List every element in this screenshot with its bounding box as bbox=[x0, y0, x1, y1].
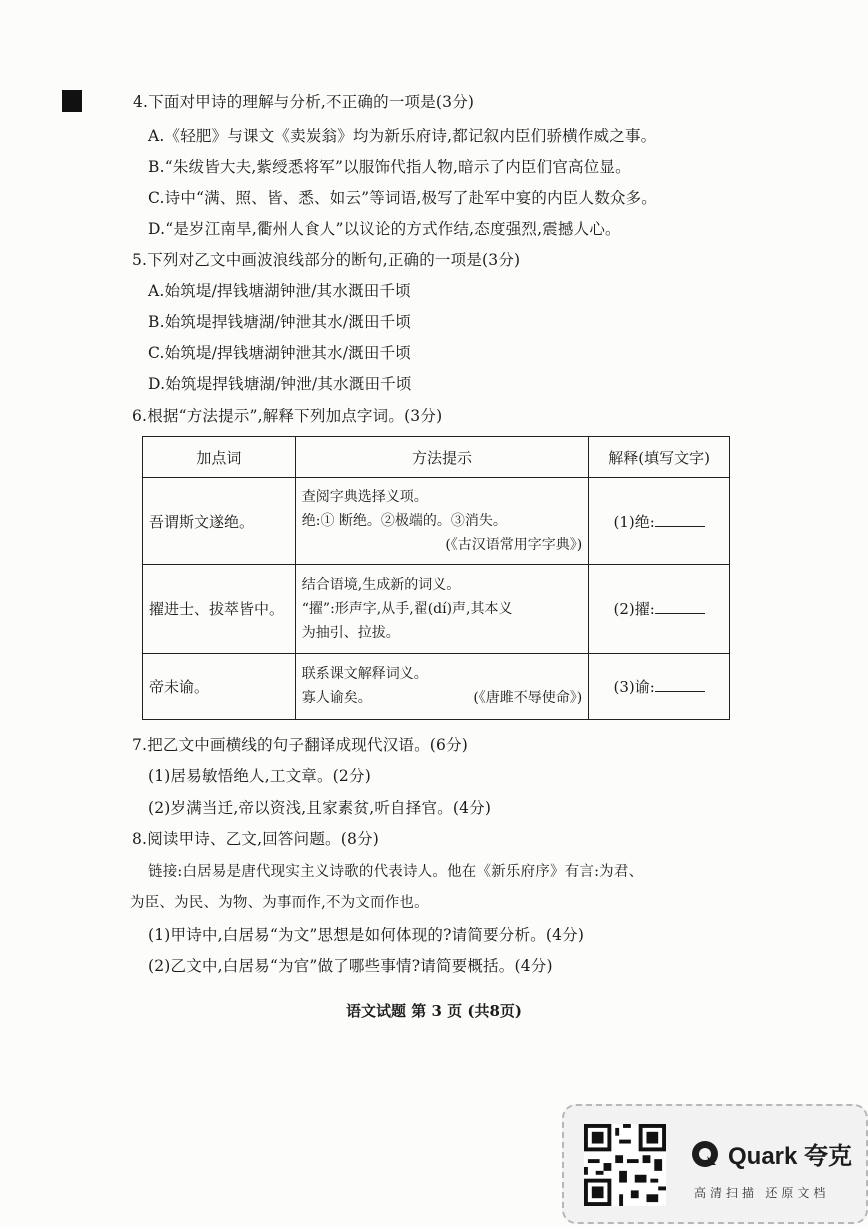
row2-tip-line: “擢”:形声字,从手,翟(dí)声,其本义 bbox=[301, 600, 513, 617]
row3-tip-line: 联系课文解释词义。 bbox=[301, 666, 428, 683]
q8-link-line-1: 链接:白居易是唐代现实主义诗歌的代表诗人。他在《新乐府序》有言:为君、 bbox=[148, 864, 644, 880]
table-row bbox=[143, 478, 730, 565]
header-explanation: 解释(填写文字) bbox=[589, 437, 730, 478]
row3-answer-blank[interactable] bbox=[655, 677, 705, 692]
row1-answer-label: (1)绝: bbox=[613, 512, 655, 531]
q8-stem: 8.阅读甲诗、乙文,回答问题。(8分) bbox=[132, 830, 379, 848]
scanner-watermark bbox=[562, 1104, 868, 1224]
q8-item-1: (1)甲诗中,白居易“为文”思想是如何体现的?请简要分析。(4分) bbox=[148, 926, 585, 944]
table-row bbox=[143, 653, 730, 719]
row2-answer-label: (2)擢: bbox=[613, 600, 655, 619]
row2-answer bbox=[589, 564, 730, 653]
quark-brand bbox=[690, 1136, 852, 1171]
row2-answer-blank[interactable] bbox=[655, 599, 705, 614]
corner-marker bbox=[62, 90, 82, 112]
row1-tip-source: (《古汉语常用字字典》) bbox=[445, 537, 583, 554]
row3-tips bbox=[295, 653, 589, 719]
header-method: 方法提示 bbox=[295, 437, 589, 478]
page-footer: 语文试题 第 3 页 (共8页) bbox=[346, 1002, 522, 1020]
row1-answer bbox=[589, 478, 730, 565]
q5-option-b: B.始筑堤捍钱塘湖/钟泄其水/溉田千顷 bbox=[148, 313, 412, 331]
row3-answer-label: (3)谕: bbox=[613, 677, 655, 696]
q5-option-d: D.始筑堤捍钱塘湖/钟泄/其水溉田千顷 bbox=[148, 375, 412, 393]
row2-tips bbox=[295, 564, 589, 653]
scanner-slogan: 高清扫描 还原文档 bbox=[694, 1186, 830, 1200]
q8-item-2: (2)乙文中,白居易“为官”做了哪些事情?请简要概括。(4分) bbox=[148, 957, 553, 975]
table-row bbox=[143, 564, 730, 653]
row1-tip-line: 查阅字典选择义项。 bbox=[301, 489, 428, 506]
row3-answer bbox=[589, 653, 730, 719]
row3-tip-line bbox=[302, 686, 583, 710]
q5-option-a: A.始筑堤/捍钱塘湖钟泄/其水溉田千顷 bbox=[148, 282, 411, 300]
method-table bbox=[142, 436, 730, 720]
q5-option-c: C.始筑堤/捍钱塘湖钟泄其水/溉田千顷 bbox=[148, 344, 411, 362]
row2-word: 擢进士、拔萃皆中。 bbox=[143, 564, 296, 653]
header-word: 加点词 bbox=[143, 437, 296, 478]
q4-stem: 4.下面对甲诗的理解与分析,不正确的一项是(3分) bbox=[133, 93, 475, 111]
q7-item-2: (2)岁满当迁,帝以资浅,且家素贫,听自择官。(4分) bbox=[148, 799, 492, 817]
row1-answer-blank[interactable] bbox=[655, 512, 705, 527]
q4-option-c: C.诗中“满、照、皆、悉、如云”等词语,极写了赴军中宴的内臣人数众多。 bbox=[148, 189, 658, 207]
quark-logo-icon bbox=[690, 1139, 720, 1169]
quark-brand-text: Quark 夸克 bbox=[728, 1143, 853, 1170]
q4-option-b: B.“朱绂皆大夫,紫绶悉将军”以服饰代指人物,暗示了内臣们官高位显。 bbox=[148, 158, 631, 176]
q4-option-a: A.《轻肥》与课文《卖炭翁》均为新乐府诗,都记叙内臣们骄横作威之事。 bbox=[148, 127, 657, 145]
q4-option-d: D.“是岁江南旱,衢州人食人”以议论的方式作结,态度强烈,震撼人心。 bbox=[148, 220, 621, 238]
row1-tip-line: 绝:① 断绝。②极端的。③消失。 bbox=[301, 513, 507, 530]
row3-word: 帝未谕。 bbox=[143, 653, 296, 719]
qr-code-icon bbox=[584, 1124, 666, 1206]
q6-stem: 6.根据“方法提示”,解释下列加点字词。(3分) bbox=[132, 407, 443, 425]
row2-tip-line: 结合语境,生成新的词义。 bbox=[301, 576, 461, 593]
row2-tip-line: 为抽引、拉拔。 bbox=[301, 624, 400, 641]
row1-word: 吾谓斯文遂绝。 bbox=[143, 478, 296, 565]
row3-tip-source: (《唐雎不辱使命》) bbox=[473, 690, 583, 707]
q7-item-1: (1)居易敏悟绝人,工文章。(2分) bbox=[148, 767, 371, 785]
row1-tips bbox=[295, 478, 589, 565]
row3-tip-example: 寡人谕矣。 bbox=[301, 690, 372, 707]
q7-stem: 7.把乙文中画横线的句子翻译成现代汉语。(6分) bbox=[132, 736, 469, 754]
table-header-row bbox=[143, 437, 730, 478]
q8-link-line-2: 为臣、为民、为物、为事而作,不为文而作也。 bbox=[130, 895, 429, 911]
q5-stem: 5.下列对乙文中画波浪线部分的断句,正确的一项是(3分) bbox=[132, 251, 521, 269]
